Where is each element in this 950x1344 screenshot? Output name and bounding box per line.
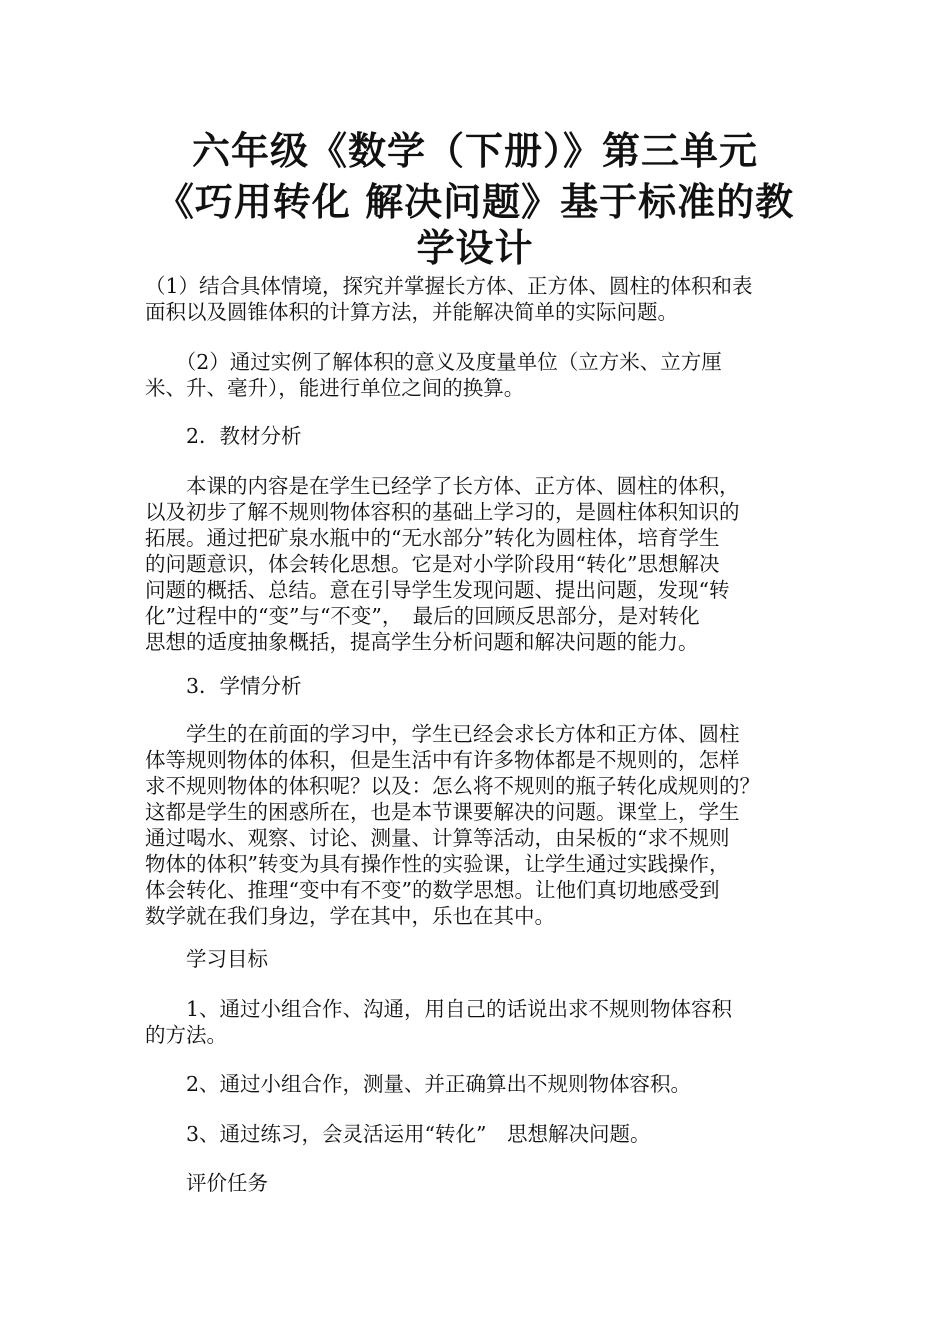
text-line: 学习目标 [145, 947, 268, 971]
text-line: 体等规则物体的体积，但是生活中有许多物体都是不规则的，怎样 [145, 748, 740, 772]
text-line: 2、通过小组合作，测量、并正确算出不规则物体容积。 [145, 1072, 692, 1096]
paragraph-objective-1 [145, 996, 825, 1048]
text-line: 数学就在我们身边，学在其中，乐也在其中。 [145, 904, 555, 928]
heading-student-analysis [145, 673, 825, 699]
paragraph-goal-1 [145, 273, 825, 325]
text-line: 2．教材分析 [145, 424, 302, 448]
paragraph-objective-2 [145, 1071, 825, 1097]
heading-textbook-analysis [145, 423, 825, 449]
paragraph-goal-2 [145, 349, 825, 401]
text-line: 化”过程中的“变”与“不变”， 最后的回顾反思部分，是对转化 [145, 604, 700, 628]
text-line: 米、升、毫升），能进行单位之间的换算。 [145, 376, 525, 400]
text-line: 学生的在前面的学习中，学生已经会求长方体和正方体、圆柱 [145, 722, 740, 746]
text-line: 通过喝水、观察、讨论、测量、计算等活动，由呆板的“求不规则 [145, 826, 730, 850]
text-line: 以及初步了解不规则物体容积的基础上学习的，是圆柱体积知识的 [145, 500, 740, 524]
title-line-2: 《巧用转化 解决问题》基于标准的教 [155, 180, 795, 224]
text-line: 面积以及圆锥体积的计算方法，并能解决简单的实际问题。 [145, 300, 678, 324]
paragraph-textbook-analysis [145, 473, 825, 655]
text-line: 评价任务 [145, 1171, 268, 1195]
text-line: 1、通过小组合作、沟通，用自己的话说出求不规则物体容积 [145, 997, 733, 1021]
text-line: 求不规则物体的体积呢？以及：怎么将不规则的瓶子转化成规则的？ [145, 774, 760, 798]
text-line: 问题的概括、总结。意在引导学生发现问题、提出问题，发现“转 [145, 578, 730, 602]
text-line: 物体的体积”转变为具有操作性的实验课，让学生通过实践操作， [145, 852, 730, 876]
paragraph-student-analysis [145, 721, 825, 929]
heading-learning-objectives [145, 946, 825, 972]
text-line: 思想的适度抽象概括，提高学生分析问题和解决问题的能力。 [145, 630, 699, 654]
text-line: 的方法。 [145, 1023, 227, 1047]
title-line-3: 学设计 [416, 226, 534, 270]
text-line: 3、通过练习，会灵活运用“转化” 思想解决问题。 [145, 1122, 651, 1146]
text-line: （1）结合具体情境，探究并掌握长方体、正方体、圆柱的体积和表 [145, 274, 753, 298]
text-line: 3．学情分析 [145, 674, 302, 698]
text-line: 本课的内容是在学生已经学了长方体、正方体、圆柱的体积， [145, 474, 740, 498]
title-line-1: 六年级《数学（下册）》第三单元 [191, 129, 758, 173]
text-line: 体会转化、推理“变中有不变”的数学思想。让他们真切地感受到 [145, 878, 720, 902]
text-line: （2）通过实例了解体积的意义及度量单位（立方米、立方厘 [145, 350, 722, 374]
text-line: 的问题意识，体会转化思想。它是对小学阶段用“转化”思想解决 [145, 552, 720, 576]
text-line: 这都是学生的困惑所在，也是本节课要解决的问题。课堂上，学生 [145, 800, 740, 824]
heading-evaluation-tasks [145, 1170, 825, 1196]
text-line: 拓展。通过把矿泉水瓶中的“无水部分”转化为圆柱体，培育学生 [145, 526, 720, 550]
paragraph-objective-3 [145, 1121, 825, 1147]
